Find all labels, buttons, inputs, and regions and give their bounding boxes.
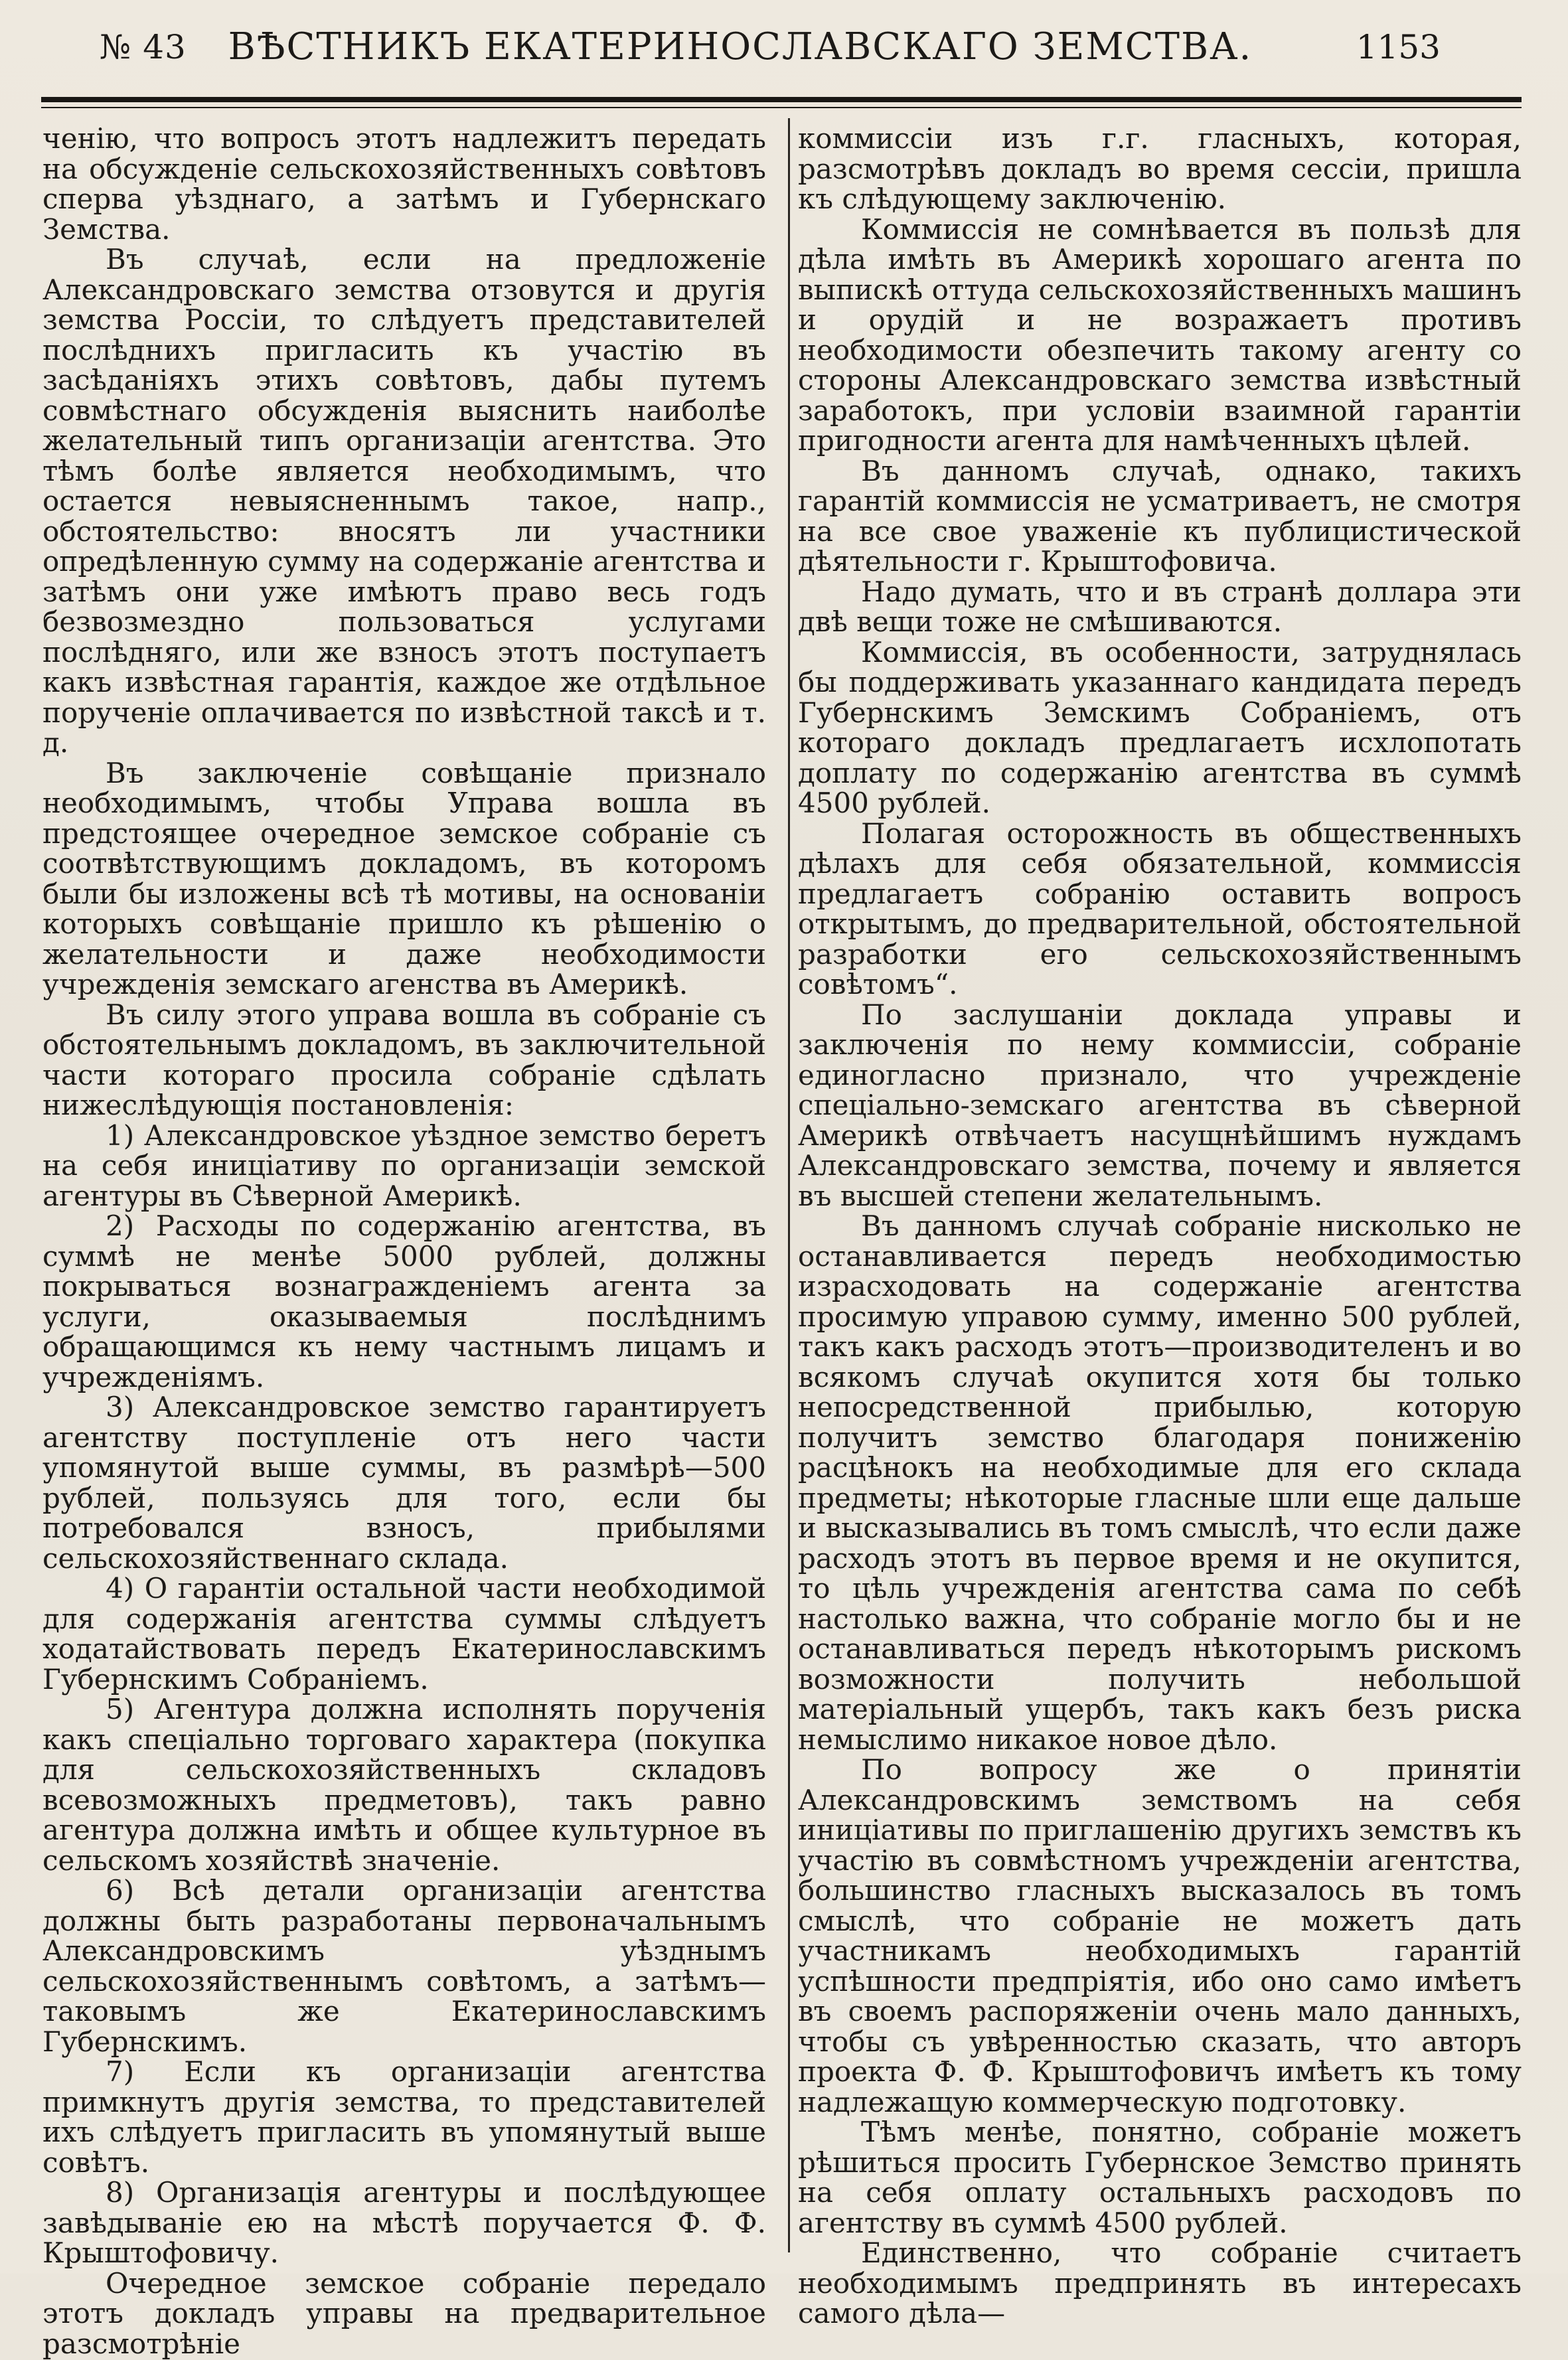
paragraph: По вопросу же о принятіи Александровскимъ земствомъ на себя иниціативы по приглашенію другихъ земствъ къ участію въ совмѣстномъ учрежденіи агентства, большинство гласныхъ высказалось въ томъ смыслѣ, что собраніе не можетъ дать участникамъ необходимыхъ гарантій успѣшности предпріятія, ибо оно само имѣетъ въ своемъ распоряженіи очень мало данныхъ, чтобы съ увѣренностью сказать, что авторъ проекта Ф. Ф. Крыштофовичъ имѣетъ къ тому надлежащую коммерческую подготовку. [798, 1753, 1522, 2118]
paragraph: Въ данномъ случаѣ собраніе нисколько не останавливается передъ необходимостью израсходовать на содержаніе агентства просимую управою сумму, именно 500 рублей, такъ какъ расходъ этотъ—производителенъ и во всякомъ случаѣ окупится хотя бы только непосредственной прибылью, которую получитъ земство благодаря пониженію расцѣнокъ на необходимые для его склада предметы; нѣкоторые гласные шли еще дальше и высказывались въ томъ смыслѣ, что если даже расходъ этотъ въ первое время и не окупится, то цѣль учрежденія агентства сама по себѣ настолько важна, что собраніе могло бы и не останавливаться передъ нѣкоторымъ рискомъ возможности получить небольшой матеріальный ущербъ, такъ какъ безъ риска немыслимо никакое новое дѣло. [798, 1210, 1522, 1756]
list-item: 3) Александровское земство гарантируетъ агентству поступленіе отъ него части упомянутой выше суммы, въ размѣрѣ—500 рублей, пользуясь для того, если бы потребовался взносъ, прибылями сельскохозяйственнаго склада. [42, 1391, 766, 1575]
publication-title: ВѢСТНИКЪ ЕКАТЕРИНОСЛАВСКАГО ЗЕМСТВА. [228, 25, 1253, 68]
right-column [798, 122, 1522, 2329]
list-item: 5) Агентура должна исполнять порученія какъ спеціально торговаго характера (покупка для сельскохозяйственныхъ складовъ всевозможныхъ предметовъ), такъ равно агентура должна имѣть и общее культурное въ сельскомъ хозяйствѣ значеніе. [42, 1693, 766, 1877]
paragraph: Коммиссія, въ особенности, затруднялась бы поддерживать указаннаго кандидата передъ Губернскимъ Земскимъ Собраніемъ, отъ котораго докладъ предлагаетъ исхлопотать доплату по содержанію агентства въ суммѣ 4500 рублей. [798, 635, 1522, 819]
paragraph: коммиссіи изъ г.г. гласныхъ, которая, разсмотрѣвъ докладъ во время сессіи, пришла къ слѣдующему заключенію. [798, 122, 1522, 215]
paragraph: Въ силу этого управа вошла въ собраніе съ обстоятельнымъ докладомъ, въ заключительной части котораго просила собраніе сдѣлать нижеслѣдующія постановленія: [42, 998, 766, 1121]
page-number: 1153 [1356, 28, 1441, 66]
list-item: 7) Если къ организаціи агентства примкнутъ другія земства, то представителей ихъ слѣдуетъ пригласить въ упомянутый выше совѣтъ. [42, 2055, 766, 2179]
paragraph: Тѣмъ менѣе, понятно, собраніе можетъ рѣшиться просить Губернское Земство принять на себя оплату остальныхъ расходовъ по агентству въ суммѣ 4500 рублей. [798, 2116, 1522, 2239]
list-item: 6) Всѣ детали организаціи агентства должны быть разработаны первоначальнымъ Александровскимъ уѣзднымъ сельскохозяйственнымъ совѣтомъ, а затѣмъ—таковымъ же Екатеринославскимъ Губернскимъ. [42, 1874, 766, 2058]
list-item: 8) Организація агентуры и послѣдующее завѣдываніе ею на мѣстѣ поручается Ф. Ф. Крыштофовичу. [42, 2176, 766, 2269]
page-header [40, 25, 1441, 78]
paragraph: Коммиссія не сомнѣвается въ пользѣ для дѣла имѣть въ Америкѣ хорошаго агента по выпискѣ оттуда сельскохозяйственныхъ машинъ и орудій и не возражаетъ противъ необходимости обезпечить такому агенту со стороны Александровскаго земства извѣстный заработокъ, при условіи взаимной гарантіи пригодности агента для намѣченныхъ цѣлей. [798, 212, 1522, 457]
column-divider [788, 118, 790, 2252]
paragraph: Надо думать, что и въ странѣ доллара эти двѣ вещи тоже не смѣшиваются. [798, 575, 1522, 638]
paragraph: По заслушаніи доклада управы и заключенія по нему коммиссіи, собраніе единогласно признало, что учрежденіе спеціально-земскаго агентства въ сѣверной Америкѣ отвѣчаетъ насущнѣйшимъ нуждамъ Александровскаго земства, почему и является въ высшей степени желательнымъ. [798, 998, 1522, 1212]
list-item: 4) О гарантіи остальной части необходимой для содержанія агентства суммы слѣдуетъ ходатайствовать передъ Екатеринославскимъ Губернскимъ Собраніемъ. [42, 1572, 766, 1695]
paragraph: Полагая осторожность въ общественныхъ дѣлахъ для себя обязательной, коммиссія предлагаетъ собранію оставить вопросъ открытымъ, до предварительной, обстоятельной разработки его сельскохозяйственнымъ совѣтомъ“. [798, 817, 1522, 1000]
paragraph: Въ случаѣ, если на предложеніе Александровскаго земства отзовутся и другія земства Россіи, то слѣдуетъ представителей послѣднихъ пригласить къ участію въ засѣданіяхъ этихъ совѣтовъ, дабы путемъ совмѣстнаго обсужденія выяснить наиболѣе желательный типъ организаціи агентства. Это тѣмъ болѣе является необходимымъ, что остается невыясненнымъ такое, напр., обстоятельство: вносятъ ли участники опредѣленную сумму на содержаніе агентства и затѣмъ они уже имѣютъ право весь годъ безвозмездно пользоваться услугами послѣдняго, или же взносъ этотъ поступаетъ какъ извѣстная гарантія, каждое же отдѣльное порученіе оплачивается по извѣстной таксѣ и т. д. [42, 243, 766, 759]
paragraph: Единственно, что собраніе считаетъ необходимымъ предпринять въ интересахъ самого дѣла— [798, 2237, 1522, 2329]
paragraph: Очередное земское собраніе передало этотъ докладъ управы на предварительное разсмотрѣніе [42, 2266, 766, 2360]
paragraph: ченію, что вопросъ этотъ надлежитъ передать на обсужденіе сельскохозяйственныхъ совѣтовъ сперва уѣзднаго, а затѣмъ и Губернскаго Земства. [42, 122, 766, 246]
header-rule-thin [41, 107, 1522, 108]
list-item: 1) Александровское уѣздное земство беретъ на себя иниціативу по организаціи земской агентуры въ Сѣверной Америкѣ. [42, 1119, 766, 1212]
paragraph: Въ заключеніе совѣщаніе признало необходимымъ, чтобы Управа вошла въ предстоящее очередное земское собраніе съ соотвѣтствующимъ докладомъ, въ которомъ были бы изложены всѣ тѣ мотивы, на основаніи которыхъ совѣщаніе пришло къ рѣшенію о желательности и даже необходимости учрежденія земскаго агенства въ Америкѣ. [42, 756, 766, 1000]
paragraph: Въ данномъ случаѣ, однако, такихъ гарантій коммиссія не усматриваетъ, не смотря на все свое уваженіе къ публицистической дѣятельности г. Крыштофовича. [798, 454, 1522, 578]
left-column [42, 122, 766, 2360]
issue-number: № 43 [100, 28, 187, 66]
list-item: 2) Расходы по содержанію агентства, въ суммѣ не менѣе 5000 рублей, должны покрываться вознагражденіемъ агента за услуги, оказываемыя послѣднимъ обращающимся къ нему частнымъ лицамъ и учрежденіямъ. [42, 1210, 766, 1393]
header-rule-thick [41, 97, 1522, 102]
